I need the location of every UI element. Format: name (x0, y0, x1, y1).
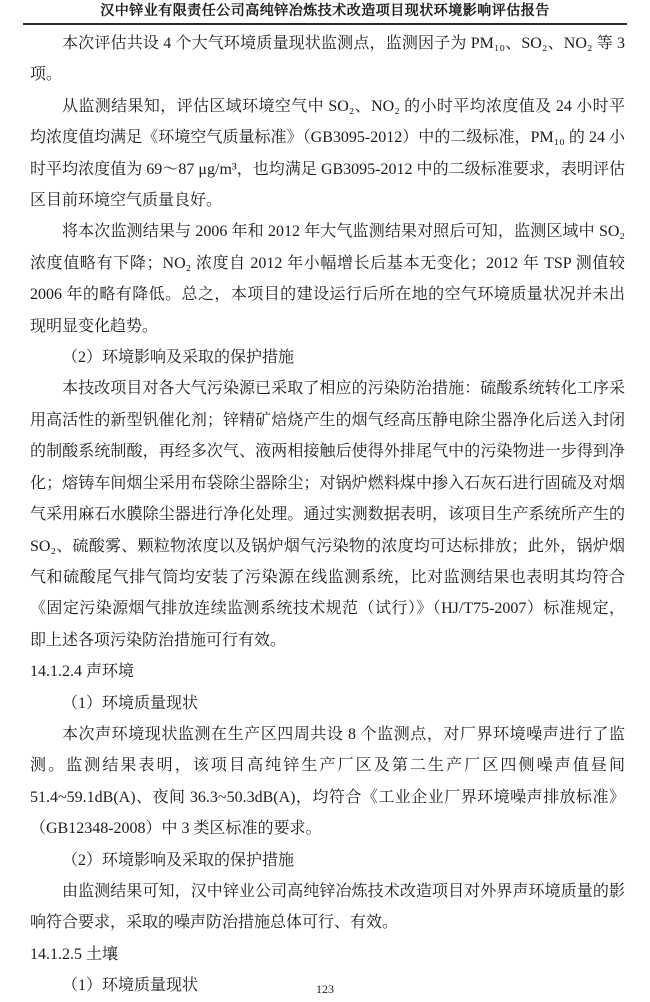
page-number: 123 (316, 982, 334, 996)
section-heading-soil: 14.1.2.5 土壤 (30, 945, 119, 963)
subsection-noise-protection-measures: （2）环境影响及采取的保护措施 (62, 851, 295, 869)
subsection-air-protection-measures: （2）环境影响及采取的保护措施 (62, 349, 295, 367)
section-heading-sound-environment: 14.1.2.4 声环境 (30, 663, 135, 681)
paragraph-air-trend-comparison: 将本次监测结果与 2006 年和 2012 年大气监测结果对照后可知，监测区域中 SO₂ 浓度值略有下降；NO₂ 浓度自 2012 年小幅增长后基本无变化；2012 年 TSP 测值较 2006 年的略有降低。总之，本项目的建设运行后所在地的空气环境质量状况并未出现明显变化趋势。 (30, 223, 625, 335)
header-rule-divider (23, 23, 627, 25)
paragraph-air-monitoring-points: 本次评估共设 4 个大气环境质量现状监测点，监测因子为 PM₁₀、SO₂、NO₂ 等 3 项。 (30, 35, 625, 84)
paragraph-noise-conclusion: 由监测结果可知，汉中锌业公司高纯锌冶炼技术改造项目对外界声环境质量的影响符合要求，采取的噪声防治措施总体可行、有效。 (30, 882, 625, 932)
page-header-title: 汉中锌业有限责任公司高纯锌冶炼技术改造项目现状环境影响评估报告 (100, 4, 550, 19)
paragraph-noise-monitoring-results: 本次声环境现状监测在生产区四周共设 8 个监测点，对厂界环境噪声进行了监测。监测结果表明，该项目高纯锌生产厂区及第二生产厂区四侧噪声值昼间 51.4~59.1dB(A)、夜间 36.3~50.3dB(A)，均符合《工业企业厂界环境噪声排放标准》（GB12348-2008）中 3 类区标准的要求。 (30, 725, 625, 838)
subsection-soil-quality-status: （1）环境质量现状 (62, 977, 199, 995)
paragraph-air-quality-results: 从监测结果知，评估区域环境空气中 SO₂、NO₂ 的小时平均浓度值及 24 小时平均浓度值均满足《环境空气质量标准》（GB3095-2012）中的二级标准，PM₁₀ 的 24 小时平均浓度值为 69～87 μg/m³，也均满足 GB3095-2012 中的二级标准要求，表明评估区目前环境空气质量良好。 (30, 97, 625, 210)
subsection-noise-quality-status: （1）环境质量现状 (62, 694, 199, 712)
document-body (30, 28, 625, 1002)
paragraph-air-pollution-controls: 本技改项目对各大气污染源已采取了相应的污染防治措施：硫酸系统转化工序采用高活性的新型钒催化剂；锌精矿焙烧产生的烟气经高压静电除尘器净化后送入封闭的制酸系统制酸，再经多次气、液两相接触后使得外排尾气中的污染物进一步得到净化；熔铸车间烟尘采用布袋除尘器除尘；对锅炉燃料煤中掺入石灰石进行固硫及对烟气采用麻石水膜除尘器进行净化处理。通过实测数据表明，该项目生产系统所产生的 SO₂、硫酸雾、颗粒物浓度以及锅炉烟气污染物的浓度均可达标排放；此外，锅炉烟气和硫酸尾气排气筒均安装了污染源在线监测系统，比对监测结果也表明其均符合《固定污染源烟气排放连续监测系统技术规范（试行）》（HJ/T75-2007）标准规定，即上述各项污染防治措施可行有效。 (30, 380, 625, 649)
